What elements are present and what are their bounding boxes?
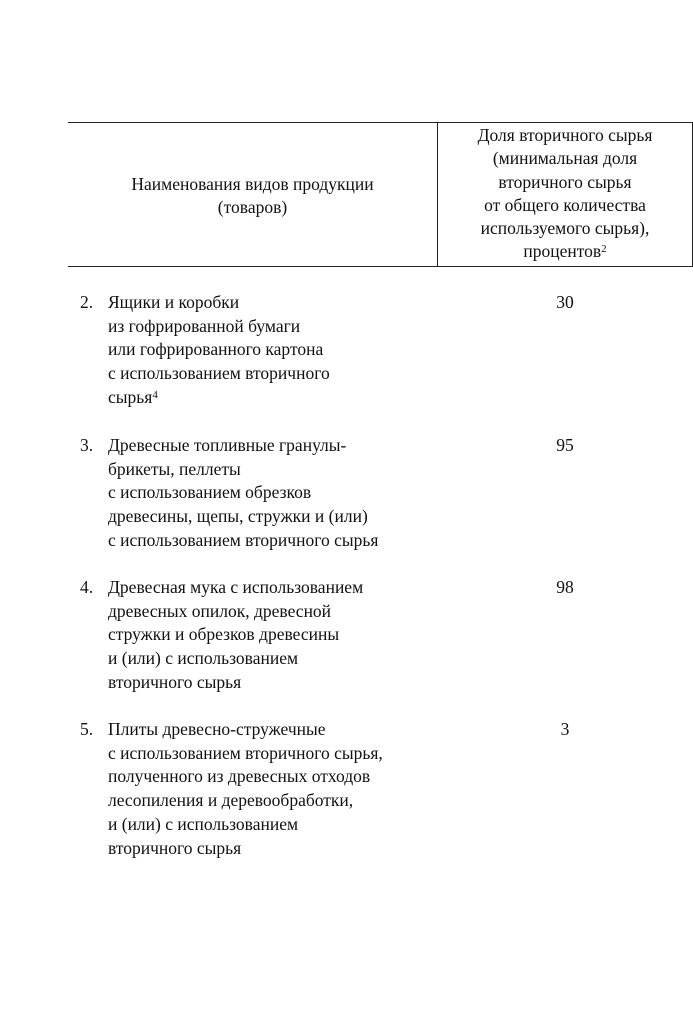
- table-header-rule: [68, 266, 693, 267]
- row-name-line: древесины, щепы, стружки и (или): [108, 506, 368, 527]
- row-number: 4.: [80, 577, 94, 597]
- row-name-line: Ящики и коробки: [108, 292, 240, 312]
- row-name-line: Древесные топливные гранулы-: [108, 435, 347, 455]
- row-name-line: с использованием обрезков: [108, 482, 312, 503]
- row-product-name: [108, 434, 438, 553]
- row-name-line: полученного из древесных отходов: [108, 766, 371, 787]
- header-share-line: (минимальная доля: [492, 148, 638, 169]
- footnote-marker: 4: [152, 388, 158, 401]
- row-number: 2.: [80, 292, 94, 312]
- header-share-line: вторичного сырья: [498, 171, 632, 192]
- row-name-line: вторичного сырья: [108, 837, 242, 858]
- row-name-line: с использованием вторичного сырья: [108, 529, 379, 550]
- header-share-line: от общего количества: [484, 194, 646, 215]
- row-name-line: с использованием вторичного сырья,: [108, 742, 383, 763]
- footnote-marker: 2: [601, 243, 607, 256]
- header-share-line: Доля вторичного сырья: [477, 125, 653, 145]
- header-share-line: используемого сырья),: [480, 218, 650, 239]
- header-product-name: [68, 173, 437, 219]
- row-name-line: и (или) с использованием: [108, 813, 299, 834]
- row-product-name: [108, 576, 438, 695]
- row-share-value: 95: [556, 435, 574, 455]
- row-share-value: 98: [556, 577, 574, 597]
- row-name-line: из гофрированной бумаги: [108, 315, 301, 336]
- row-number: 3.: [80, 435, 94, 455]
- row-name-line: с использованием вторичного: [108, 363, 330, 384]
- table-top-rule: [68, 122, 693, 123]
- row-name-line: вторичного сырья: [108, 671, 242, 692]
- row-product-name: [108, 291, 438, 410]
- header-product-name-line: Наименования видов продукции: [131, 174, 374, 194]
- row-name-line: [108, 386, 438, 410]
- row-name-line: и (или) с использованием: [108, 648, 299, 669]
- row-share-value: 30: [556, 292, 574, 312]
- row-name-line: стружки и обрезков древесины: [108, 624, 340, 645]
- row-number: 5.: [80, 719, 94, 739]
- row-name-line: Плиты древесно-стружечные: [108, 719, 326, 739]
- row-name-line: Древесная мука с использованием: [108, 577, 364, 597]
- header-share-recycled: [438, 124, 692, 264]
- row-product-name: [108, 718, 438, 860]
- row-name-line: древесных опилок, древесной: [108, 600, 332, 621]
- header-share-line: [438, 240, 692, 263]
- row-share-value: 3: [560, 719, 570, 739]
- row-name-line: или гофрированного картона: [108, 339, 324, 360]
- row-name-line: лесопиления и деревообработки,: [108, 790, 354, 811]
- header-share-line-text: процентов: [523, 241, 602, 262]
- row-name-line-text: сырья: [108, 386, 153, 407]
- row-name-line: брикеты, пеллеты: [108, 458, 241, 479]
- header-product-name-line: (товаров): [217, 197, 288, 217]
